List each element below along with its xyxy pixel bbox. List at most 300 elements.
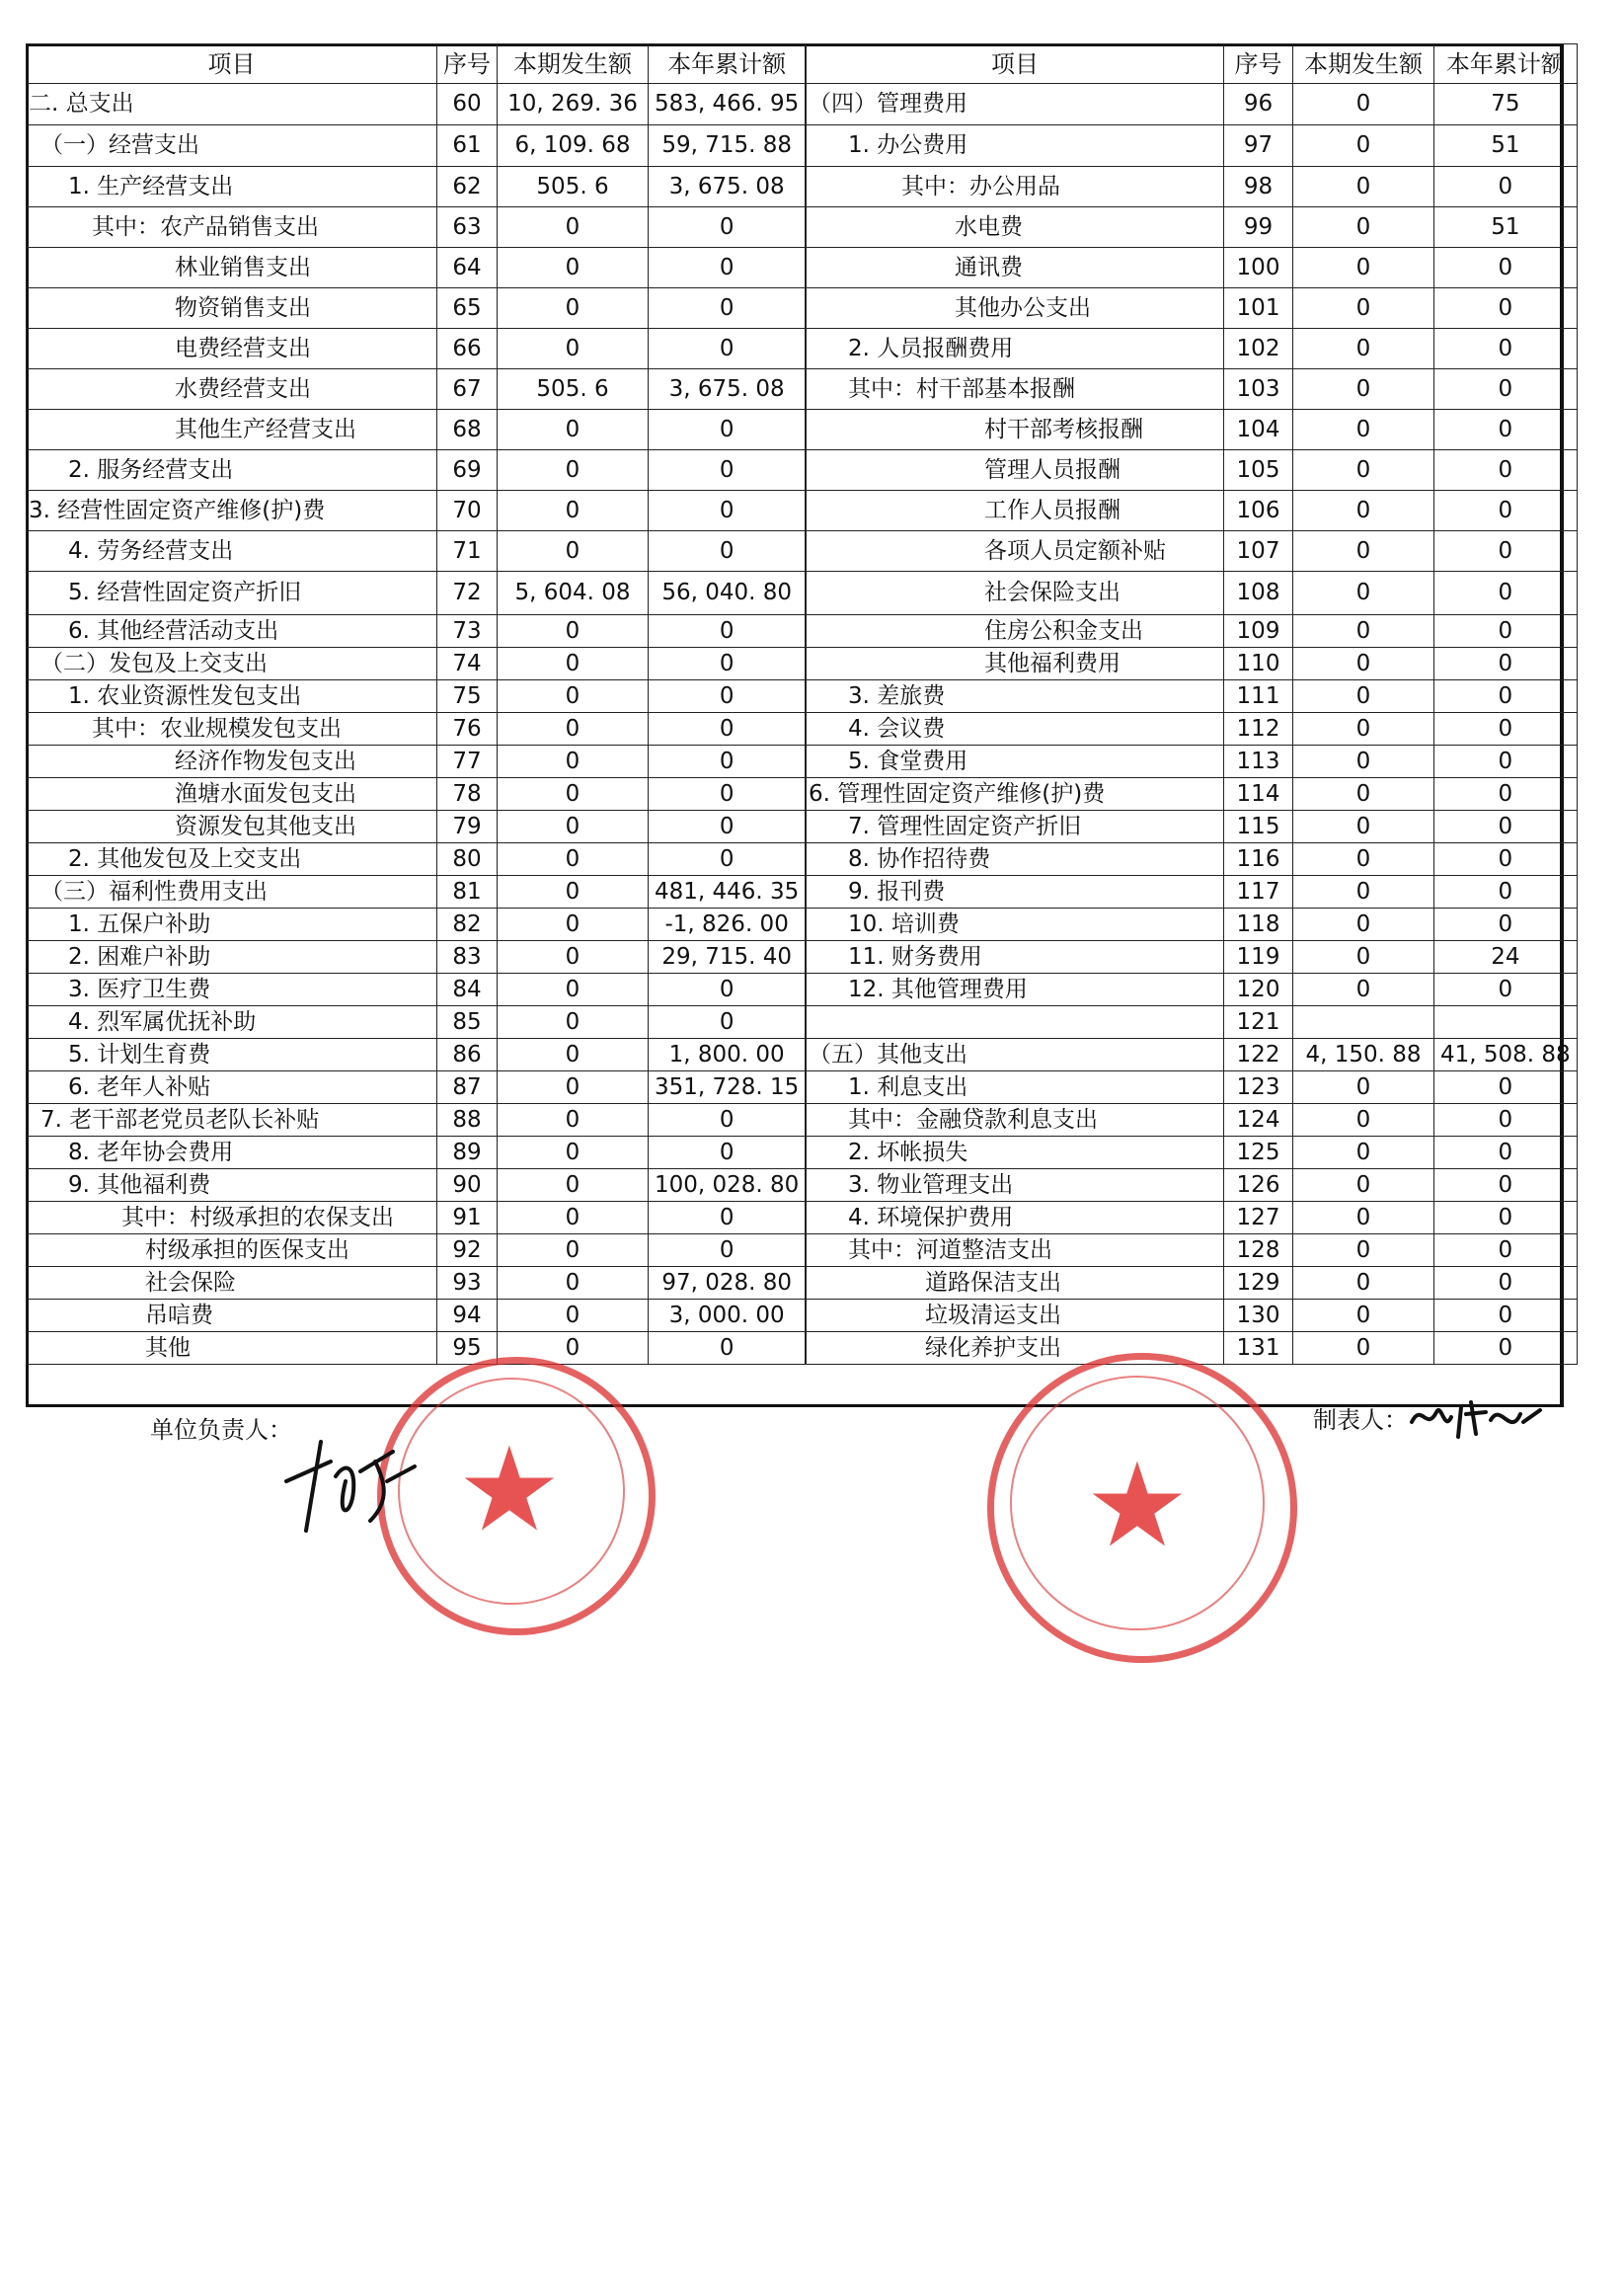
- row-item-label: 7. 管理性固定资产折旧: [807, 811, 1224, 843]
- row-current-amount: 0: [498, 1006, 649, 1039]
- table-row: [807, 1104, 1578, 1137]
- row-seq-no: 81: [437, 876, 498, 909]
- row-current-amount: 0: [1293, 1137, 1434, 1169]
- row-current-amount: [1293, 1006, 1434, 1039]
- row-item-label: 其中：农产品销售支出: [27, 207, 437, 248]
- row-seq-no: 78: [437, 778, 498, 811]
- row-current-amount: 0: [498, 1300, 649, 1332]
- row-item-label: 经济作物发包支出: [27, 746, 437, 778]
- row-seq-no: 100: [1224, 248, 1293, 288]
- row-item-label: 其中：办公用品: [807, 167, 1224, 207]
- preparer-label: 制表人：: [1313, 1406, 1408, 1434]
- row-seq-no: 110: [1224, 648, 1293, 680]
- table-row: [27, 941, 806, 974]
- row-item-label: 道路保洁支出: [807, 1267, 1224, 1300]
- row-item-label: 1. 利息支出: [807, 1071, 1224, 1104]
- table-row: [27, 1169, 806, 1202]
- row-current-amount: 6, 109. 68: [498, 125, 649, 167]
- row-seq-no: 127: [1224, 1202, 1293, 1234]
- row-current-amount: 0: [498, 941, 649, 974]
- row-item-label: 9. 其他福利费: [27, 1169, 437, 1202]
- row-item-label: 6. 老年人补贴: [27, 1071, 437, 1104]
- row-current-amount: 0: [498, 876, 649, 909]
- row-ytd-amount: 0: [1434, 811, 1578, 843]
- row-ytd-amount: 51: [1434, 125, 1578, 167]
- row-ytd-amount: 0: [1434, 648, 1578, 680]
- row-seq-no: 64: [437, 248, 498, 288]
- row-ytd-amount: 583, 466. 95: [649, 84, 806, 125]
- row-ytd-amount: 0: [649, 329, 806, 369]
- row-ytd-amount: 3, 000. 00: [649, 1300, 806, 1332]
- left-expense-table: [26, 43, 806, 1365]
- row-seq-no: 68: [437, 410, 498, 450]
- row-item-label: 3. 差旅费: [807, 680, 1224, 713]
- table-row: [807, 531, 1578, 572]
- row-current-amount: 0: [498, 1202, 649, 1234]
- table-row: [27, 1300, 806, 1332]
- row-current-amount: 0: [1293, 1104, 1434, 1137]
- table-row: [807, 1202, 1578, 1234]
- table-row: [807, 909, 1578, 941]
- table-row: [807, 1332, 1578, 1365]
- row-item-label: 其中：河道整洁支出: [807, 1234, 1224, 1267]
- right-header-row: [807, 44, 1578, 84]
- row-seq-no: 70: [437, 491, 498, 531]
- table-row: [27, 1332, 806, 1365]
- table-row: [27, 248, 806, 288]
- row-item-label: 电费经营支出: [27, 329, 437, 369]
- row-current-amount: 0: [1293, 288, 1434, 329]
- table-row: [807, 207, 1578, 248]
- row-current-amount: 0: [1293, 369, 1434, 410]
- header-item: 项目: [807, 44, 1224, 84]
- row-current-amount: 0: [1293, 84, 1434, 125]
- row-seq-no: 62: [437, 167, 498, 207]
- row-current-amount: 0: [1293, 778, 1434, 811]
- row-current-amount: 0: [498, 974, 649, 1006]
- row-item-label: 3. 医疗卫生费: [27, 974, 437, 1006]
- row-item-label: 水费经营支出: [27, 369, 437, 410]
- row-current-amount: 0: [498, 615, 649, 648]
- row-item-label: 2. 其他发包及上交支出: [27, 843, 437, 876]
- row-current-amount: 0: [498, 778, 649, 811]
- row-current-amount: 0: [1293, 531, 1434, 572]
- row-item-label: 社会保险支出: [807, 572, 1224, 615]
- row-current-amount: 505. 6: [498, 369, 649, 410]
- row-ytd-amount: 0: [1434, 778, 1578, 811]
- row-current-amount: 0: [498, 1169, 649, 1202]
- table-row: [807, 450, 1578, 491]
- row-item-label: 1. 农业资源性发包支出: [27, 680, 437, 713]
- table-row: [27, 909, 806, 941]
- row-seq-no: 126: [1224, 1169, 1293, 1202]
- row-current-amount: 0: [1293, 876, 1434, 909]
- table-row: [27, 1234, 806, 1267]
- table-row: [27, 680, 806, 713]
- row-ytd-amount: 75: [1434, 84, 1578, 125]
- row-ytd-amount: 0: [1434, 615, 1578, 648]
- row-current-amount: 0: [1293, 572, 1434, 615]
- row-seq-no: 124: [1224, 1104, 1293, 1137]
- row-item-label: 5. 经营性固定资产折旧: [27, 572, 437, 615]
- row-item-label: （二）发包及上交支出: [27, 648, 437, 680]
- table-row: [807, 288, 1578, 329]
- table-row: [807, 648, 1578, 680]
- row-item-label: 二. 总支出: [27, 84, 437, 125]
- row-item-label: 1. 五保户补助: [27, 909, 437, 941]
- row-seq-no: 86: [437, 1039, 498, 1071]
- row-ytd-amount: 0: [1434, 680, 1578, 713]
- row-seq-no: 108: [1224, 572, 1293, 615]
- row-seq-no: 85: [437, 1006, 498, 1039]
- row-ytd-amount: 0: [649, 974, 806, 1006]
- table-row: [807, 746, 1578, 778]
- header-ytd: 本年累计额: [649, 44, 806, 84]
- row-ytd-amount: 0: [1434, 909, 1578, 941]
- row-ytd-amount: 51: [1434, 207, 1578, 248]
- row-seq-no: 130: [1224, 1300, 1293, 1332]
- row-ytd-amount: 0: [649, 1332, 806, 1365]
- row-ytd-amount: 0: [1434, 1071, 1578, 1104]
- row-ytd-amount: 0: [649, 778, 806, 811]
- row-seq-no: 65: [437, 288, 498, 329]
- row-item-label: （一）经营支出: [27, 125, 437, 167]
- row-item-label: 吊唁费: [27, 1300, 437, 1332]
- row-current-amount: 0: [498, 1039, 649, 1071]
- row-seq-no: 69: [437, 450, 498, 491]
- row-seq-no: 128: [1224, 1234, 1293, 1267]
- row-item-label: 渔塘水面发包支出: [27, 778, 437, 811]
- row-ytd-amount: 0: [1434, 843, 1578, 876]
- row-item-label: 4. 烈军属优抚补助: [27, 1006, 437, 1039]
- row-ytd-amount: 0: [649, 1137, 806, 1169]
- row-item-label: 通讯费: [807, 248, 1224, 288]
- table-row: [27, 491, 806, 531]
- row-ytd-amount: 0: [1434, 531, 1578, 572]
- row-item-label: 住房公积金支出: [807, 615, 1224, 648]
- table-row: [27, 811, 806, 843]
- table-row: [807, 248, 1578, 288]
- table-row: [807, 167, 1578, 207]
- row-ytd-amount: 0: [1434, 450, 1578, 491]
- row-seq-no: 109: [1224, 615, 1293, 648]
- right-expense-table: [806, 43, 1578, 1365]
- table-row: [27, 531, 806, 572]
- row-item-label: 资源发包其他支出: [27, 811, 437, 843]
- row-current-amount: 0: [1293, 746, 1434, 778]
- row-current-amount: 0: [1293, 1071, 1434, 1104]
- row-ytd-amount: 29, 715. 40: [649, 941, 806, 974]
- row-ytd-amount: -1, 826. 00: [649, 909, 806, 941]
- row-item-label: 10. 培训费: [807, 909, 1224, 941]
- row-current-amount: 0: [1293, 1332, 1434, 1365]
- row-ytd-amount: 1, 800. 00: [649, 1039, 806, 1071]
- row-ytd-amount: 0: [649, 713, 806, 746]
- row-item-label: 社会保险: [27, 1267, 437, 1300]
- row-item-label: 8. 老年协会费用: [27, 1137, 437, 1169]
- row-seq-no: 125: [1224, 1137, 1293, 1169]
- right-official-seal: [987, 1353, 1297, 1663]
- row-current-amount: 0: [498, 1234, 649, 1267]
- table-row: [27, 1267, 806, 1300]
- row-seq-no: 96: [1224, 84, 1293, 125]
- row-seq-no: 93: [437, 1267, 498, 1300]
- row-ytd-amount: 0: [1434, 491, 1578, 531]
- table-row: [807, 84, 1578, 125]
- table-row: [807, 1169, 1578, 1202]
- table-row: [27, 615, 806, 648]
- row-seq-no: 112: [1224, 713, 1293, 746]
- row-ytd-amount: 56, 040. 80: [649, 572, 806, 615]
- table-row: [807, 713, 1578, 746]
- row-item-label: （四）管理费用: [807, 84, 1224, 125]
- table-row: [27, 1202, 806, 1234]
- table-row: [807, 1137, 1578, 1169]
- row-ytd-amount: 0: [649, 491, 806, 531]
- row-ytd-amount: [1434, 1006, 1578, 1039]
- row-seq-no: 71: [437, 531, 498, 572]
- row-seq-no: 88: [437, 1104, 498, 1137]
- unit-head-label: 单位负责人：: [150, 1416, 292, 1444]
- row-item-label: 7. 老干部老党员老队长补贴: [27, 1104, 437, 1137]
- row-item-label: 村级承担的医保支出: [27, 1234, 437, 1267]
- table-row: [807, 876, 1578, 909]
- row-seq-no: 129: [1224, 1267, 1293, 1300]
- row-current-amount: 0: [1293, 941, 1434, 974]
- row-ytd-amount: 481, 446. 35: [649, 876, 806, 909]
- row-ytd-amount: 0: [1434, 1104, 1578, 1137]
- row-item-label: 5. 食堂费用: [807, 746, 1224, 778]
- row-current-amount: 0: [1293, 125, 1434, 167]
- row-ytd-amount: 0: [649, 746, 806, 778]
- row-current-amount: 0: [1293, 207, 1434, 248]
- table-row: [807, 615, 1578, 648]
- row-ytd-amount: 0: [649, 288, 806, 329]
- row-item-label: [807, 1006, 1224, 1039]
- row-current-amount: 0: [498, 1267, 649, 1300]
- row-ytd-amount: 0: [1434, 288, 1578, 329]
- row-seq-no: 60: [437, 84, 498, 125]
- table-row: [807, 329, 1578, 369]
- row-ytd-amount: 0: [1434, 369, 1578, 410]
- row-current-amount: 0: [1293, 167, 1434, 207]
- row-ytd-amount: 0: [649, 648, 806, 680]
- row-item-label: 11. 财务费用: [807, 941, 1224, 974]
- row-current-amount: 0: [498, 491, 649, 531]
- row-item-label: 5. 计划生育费: [27, 1039, 437, 1071]
- row-ytd-amount: 0: [1434, 410, 1578, 450]
- row-seq-no: 79: [437, 811, 498, 843]
- row-current-amount: 0: [1293, 410, 1434, 450]
- table-row: [807, 1071, 1578, 1104]
- row-seq-no: 115: [1224, 811, 1293, 843]
- row-ytd-amount: 0: [1434, 1137, 1578, 1169]
- row-seq-no: 74: [437, 648, 498, 680]
- row-current-amount: 0: [1293, 1234, 1434, 1267]
- row-ytd-amount: 41, 508. 88: [1434, 1039, 1578, 1071]
- unit-head-signature: [276, 1422, 425, 1541]
- row-ytd-amount: 0: [649, 1006, 806, 1039]
- row-ytd-amount: 0: [1434, 974, 1578, 1006]
- row-seq-no: 75: [437, 680, 498, 713]
- row-item-label: 4. 环境保护费用: [807, 1202, 1224, 1234]
- row-current-amount: 0: [498, 909, 649, 941]
- row-current-amount: 0: [498, 450, 649, 491]
- row-current-amount: 0: [1293, 1169, 1434, 1202]
- table-row: [27, 778, 806, 811]
- table-row: [807, 1234, 1578, 1267]
- row-seq-no: 118: [1224, 909, 1293, 941]
- row-current-amount: 0: [1293, 974, 1434, 1006]
- row-current-amount: 0: [498, 1137, 649, 1169]
- row-ytd-amount: 0: [649, 1104, 806, 1137]
- row-current-amount: 0: [1293, 713, 1434, 746]
- row-item-label: 1. 生产经营支出: [27, 167, 437, 207]
- row-ytd-amount: 0: [1434, 1300, 1578, 1332]
- row-current-amount: 0: [498, 1104, 649, 1137]
- row-ytd-amount: 0: [1434, 167, 1578, 207]
- row-item-label: 水电费: [807, 207, 1224, 248]
- row-seq-no: 113: [1224, 746, 1293, 778]
- row-item-label: 4. 会议费: [807, 713, 1224, 746]
- row-seq-no: 91: [437, 1202, 498, 1234]
- table-row: [27, 876, 806, 909]
- row-ytd-amount: 0: [649, 1234, 806, 1267]
- row-current-amount: 0: [498, 843, 649, 876]
- row-ytd-amount: 0: [649, 410, 806, 450]
- header-item: 项目: [27, 44, 437, 84]
- header-ytd: 本年累计额: [1434, 44, 1578, 84]
- row-item-label: 6. 其他经营活动支出: [27, 615, 437, 648]
- row-ytd-amount: 0: [649, 450, 806, 491]
- row-ytd-amount: 0: [649, 248, 806, 288]
- header-current: 本期发生额: [498, 44, 649, 84]
- row-current-amount: 10, 269. 36: [498, 84, 649, 125]
- row-current-amount: 0: [498, 329, 649, 369]
- table-row: [807, 974, 1578, 1006]
- row-item-label: 2. 人员报酬费用: [807, 329, 1224, 369]
- row-item-label: 其中：农业规模发包支出: [27, 713, 437, 746]
- table-row: [807, 1006, 1578, 1039]
- table-row: [807, 491, 1578, 531]
- table-row: [27, 843, 806, 876]
- header-seq: 序号: [437, 44, 498, 84]
- row-seq-no: 98: [1224, 167, 1293, 207]
- row-ytd-amount: 0: [1434, 1332, 1578, 1365]
- row-current-amount: 0: [1293, 1202, 1434, 1234]
- row-item-label: 工作人员报酬: [807, 491, 1224, 531]
- row-seq-no: 80: [437, 843, 498, 876]
- row-current-amount: 0: [1293, 491, 1434, 531]
- row-item-label: 8. 协作招待费: [807, 843, 1224, 876]
- table-row: [27, 125, 806, 167]
- table-row: [27, 572, 806, 615]
- row-item-label: 村干部考核报酬: [807, 410, 1224, 450]
- row-seq-no: 73: [437, 615, 498, 648]
- row-ytd-amount: 0: [649, 207, 806, 248]
- row-ytd-amount: 0: [649, 615, 806, 648]
- row-ytd-amount: 0: [649, 843, 806, 876]
- row-seq-no: 104: [1224, 410, 1293, 450]
- table-row: [27, 410, 806, 450]
- row-seq-no: 122: [1224, 1039, 1293, 1071]
- table-row: [27, 84, 806, 125]
- row-current-amount: 0: [498, 207, 649, 248]
- row-ytd-amount: 3, 675. 08: [649, 167, 806, 207]
- row-item-label: 林业销售支出: [27, 248, 437, 288]
- row-ytd-amount: 0: [1434, 746, 1578, 778]
- row-ytd-amount: 97, 028. 80: [649, 1267, 806, 1300]
- row-item-label: （五）其他支出: [807, 1039, 1224, 1071]
- row-seq-no: 94: [437, 1300, 498, 1332]
- row-current-amount: 0: [498, 713, 649, 746]
- row-seq-no: 120: [1224, 974, 1293, 1006]
- table-row: [27, 1104, 806, 1137]
- row-seq-no: 92: [437, 1234, 498, 1267]
- row-ytd-amount: 0: [1434, 1234, 1578, 1267]
- row-seq-no: 89: [437, 1137, 498, 1169]
- row-current-amount: 0: [1293, 909, 1434, 941]
- row-current-amount: 0: [498, 811, 649, 843]
- table-row: [807, 941, 1578, 974]
- row-current-amount: 0: [1293, 811, 1434, 843]
- row-seq-no: 66: [437, 329, 498, 369]
- row-seq-no: 111: [1224, 680, 1293, 713]
- table-row: [807, 680, 1578, 713]
- row-item-label: 3. 物业管理支出: [807, 1169, 1224, 1202]
- row-seq-no: 106: [1224, 491, 1293, 531]
- row-item-label: 其他办公支出: [807, 288, 1224, 329]
- row-current-amount: 0: [1293, 329, 1434, 369]
- row-current-amount: 0: [1293, 450, 1434, 491]
- left-header-row: [27, 44, 806, 84]
- table-row: [807, 410, 1578, 450]
- row-ytd-amount: 0: [1434, 713, 1578, 746]
- row-item-label: 其中：村干部基本报酬: [807, 369, 1224, 410]
- table-row: [27, 450, 806, 491]
- row-current-amount: 0: [498, 1332, 649, 1365]
- row-current-amount: 0: [1293, 248, 1434, 288]
- table-row: [27, 369, 806, 410]
- row-item-label: 管理人员报酬: [807, 450, 1224, 491]
- row-seq-no: 119: [1224, 941, 1293, 974]
- row-seq-no: 101: [1224, 288, 1293, 329]
- table-row: [27, 746, 806, 778]
- row-seq-no: 87: [437, 1071, 498, 1104]
- header-current: 本期发生额: [1293, 44, 1434, 84]
- row-seq-no: 76: [437, 713, 498, 746]
- row-seq-no: 123: [1224, 1071, 1293, 1104]
- row-current-amount: 0: [1293, 843, 1434, 876]
- row-ytd-amount: 59, 715. 88: [649, 125, 806, 167]
- row-ytd-amount: 0: [1434, 1267, 1578, 1300]
- row-seq-no: 84: [437, 974, 498, 1006]
- row-current-amount: 0: [498, 746, 649, 778]
- row-current-amount: 0: [1293, 680, 1434, 713]
- seal-star-icon: ★: [1085, 1437, 1190, 1573]
- table-row: [27, 1137, 806, 1169]
- header-seq: 序号: [1224, 44, 1293, 84]
- seal-star-icon: ★: [457, 1421, 562, 1557]
- table-row: [27, 329, 806, 369]
- row-current-amount: 0: [1293, 615, 1434, 648]
- row-item-label: 其中：村级承担的农保支出: [27, 1202, 437, 1234]
- table-row: [27, 713, 806, 746]
- table-row: [27, 974, 806, 1006]
- row-item-label: 其他: [27, 1332, 437, 1365]
- table-row: [27, 1071, 806, 1104]
- table-row: [27, 648, 806, 680]
